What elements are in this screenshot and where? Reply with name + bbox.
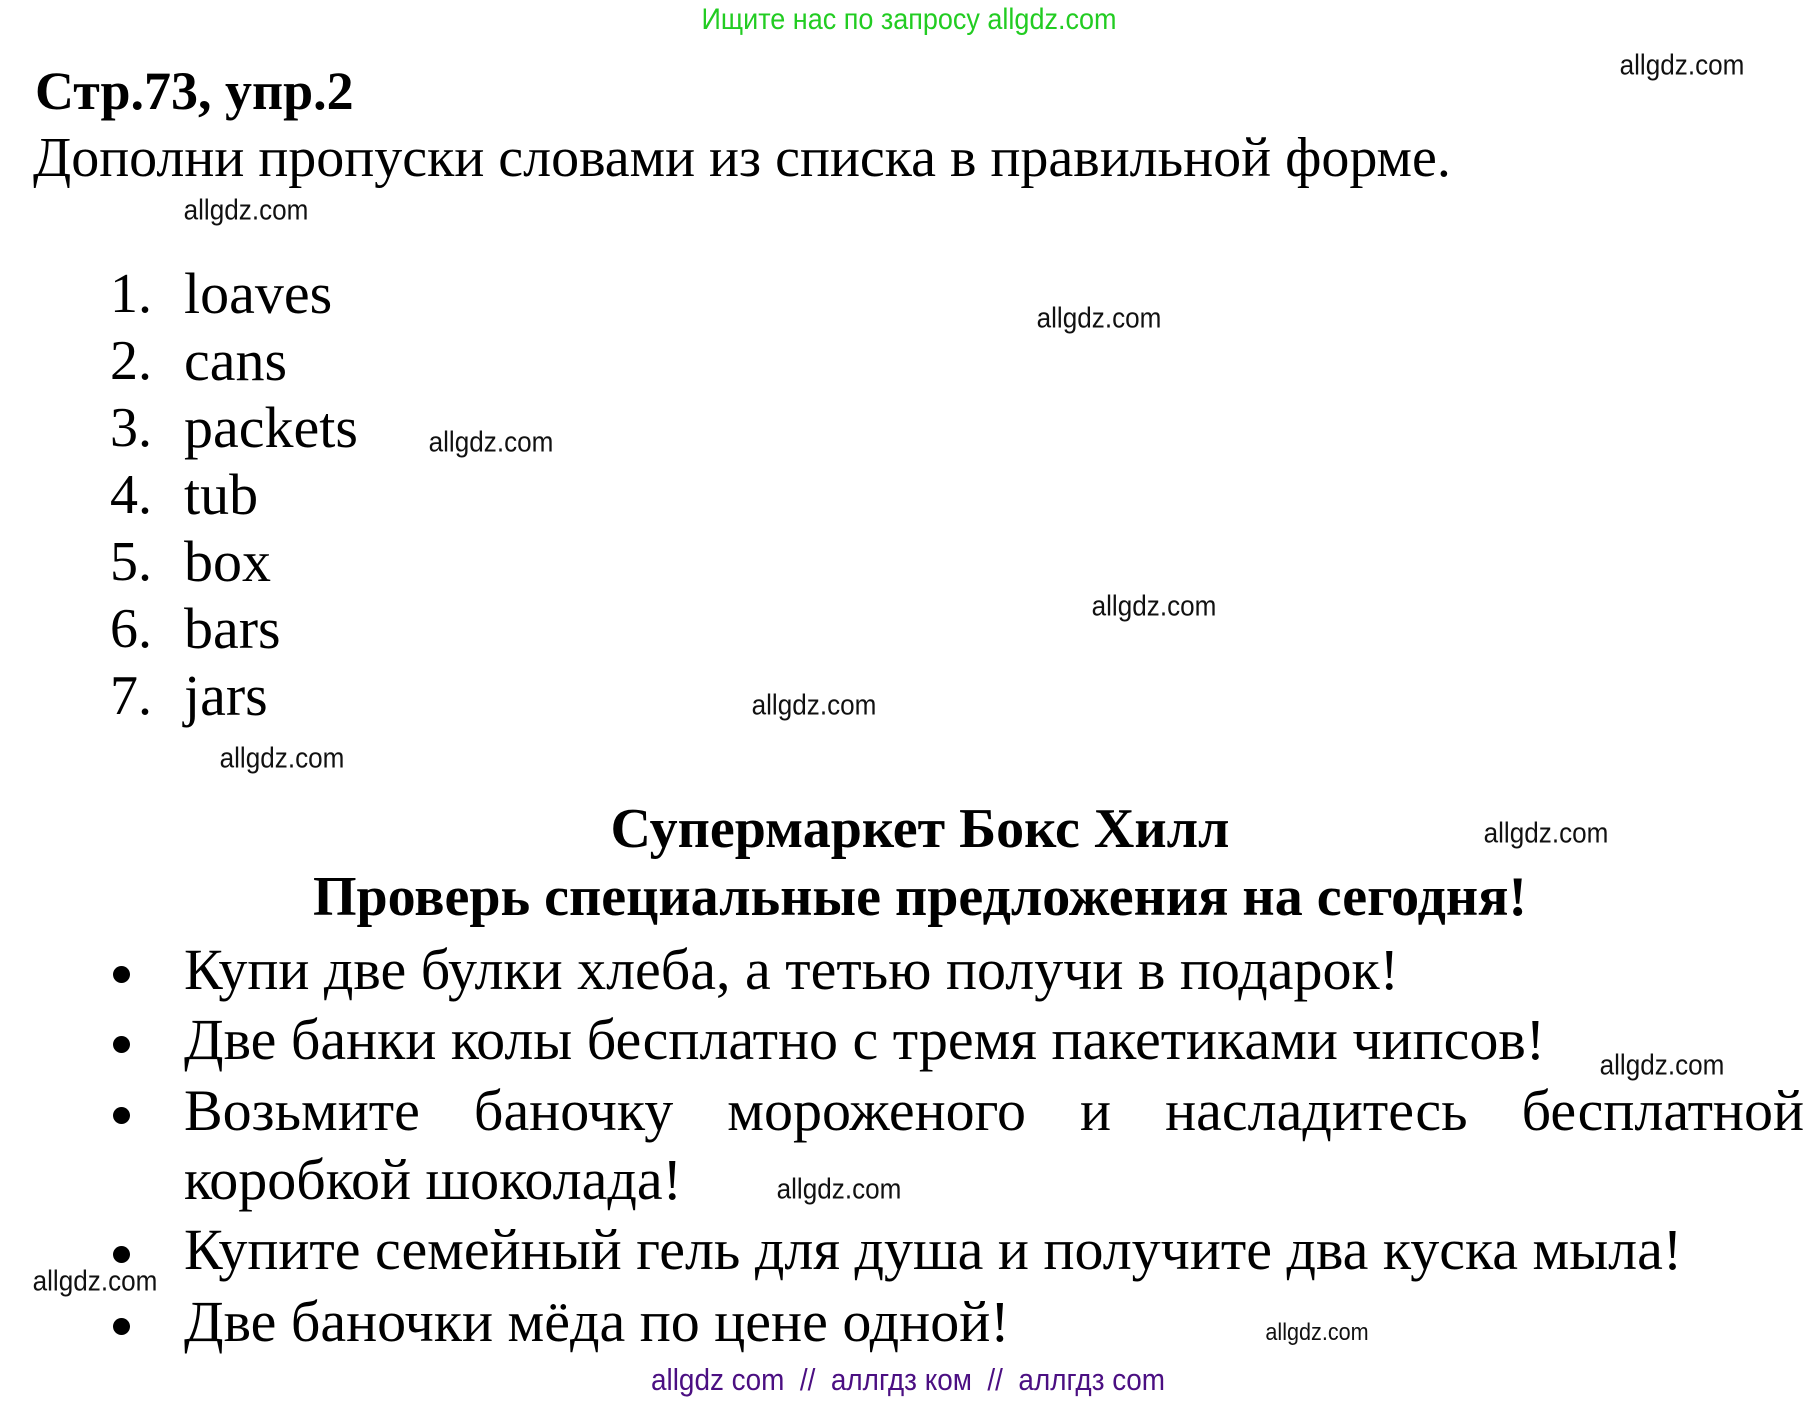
watermark: allgdz.com	[776, 1173, 902, 1206]
offer-item: Две баночки мёда по цене одной!	[184, 1289, 1010, 1354]
answer-word: bars	[184, 596, 281, 661]
answer-number: 7.	[110, 665, 152, 727]
page-title: Стр.73, упр.2	[35, 61, 354, 121]
answer-word: box	[184, 529, 271, 594]
answer-word: jars	[184, 663, 268, 728]
offers-subheading: Проверь специальные предложения на сегодня!	[312, 866, 1528, 928]
answer-number: 5.	[110, 531, 152, 593]
answer-word: cans	[184, 328, 288, 393]
offer-item-continued: коробкой шоколада!	[184, 1147, 682, 1212]
footer-watermark: allgdz com // аллгдз ком // аллгдз com	[651, 1362, 1165, 1397]
answer-number: 4.	[110, 464, 152, 526]
watermark: allgdz.com	[32, 1265, 158, 1298]
watermark: allgdz.com	[183, 194, 309, 227]
bullet-icon	[113, 966, 130, 983]
bullet-icon	[113, 1246, 130, 1263]
watermark: allgdz.com	[1483, 817, 1609, 850]
offer-item: Две банки колы бесплатно с тремя пакетиками чипсов!	[184, 1007, 1546, 1072]
bullet-icon	[113, 1036, 130, 1053]
watermark: allgdz.com	[1265, 1319, 1369, 1346]
bullet-icon	[113, 1318, 130, 1335]
offer-item: Купи две булки хлеба, а тетью получи в подарок!	[184, 937, 1399, 1002]
answer-number: 1.	[110, 263, 152, 325]
watermark: allgdz.com	[751, 689, 877, 722]
answer-word: packets	[184, 395, 358, 460]
watermark: allgdz.com	[1091, 590, 1217, 623]
supermarket-heading: Супермаркет Бокс Хилл	[610, 798, 1230, 860]
answer-word: loaves	[184, 261, 333, 326]
offer-item: Купите семейный гель для душа и получите два куска мыла!	[184, 1217, 1683, 1282]
instruction: Дополни пропуски словами из списка в правильной форме.	[33, 127, 1451, 189]
watermark: allgdz.com	[1036, 302, 1162, 335]
watermark: allgdz.com	[219, 742, 345, 775]
offer-item: Возьмите баночку мороженого и насладитесь бесплатной	[184, 1078, 1804, 1143]
watermark: allgdz.com	[1599, 1049, 1725, 1082]
answer-word: tub	[184, 462, 259, 527]
answer-number: 3.	[110, 397, 152, 459]
header-watermark: Ищите нас по запросу allgdz.com	[701, 3, 1117, 36]
watermark: allgdz.com	[428, 426, 554, 459]
watermark: allgdz.com	[1619, 49, 1745, 82]
bullet-icon	[113, 1107, 130, 1124]
answer-number: 6.	[110, 598, 152, 660]
answer-number: 2.	[110, 330, 152, 392]
